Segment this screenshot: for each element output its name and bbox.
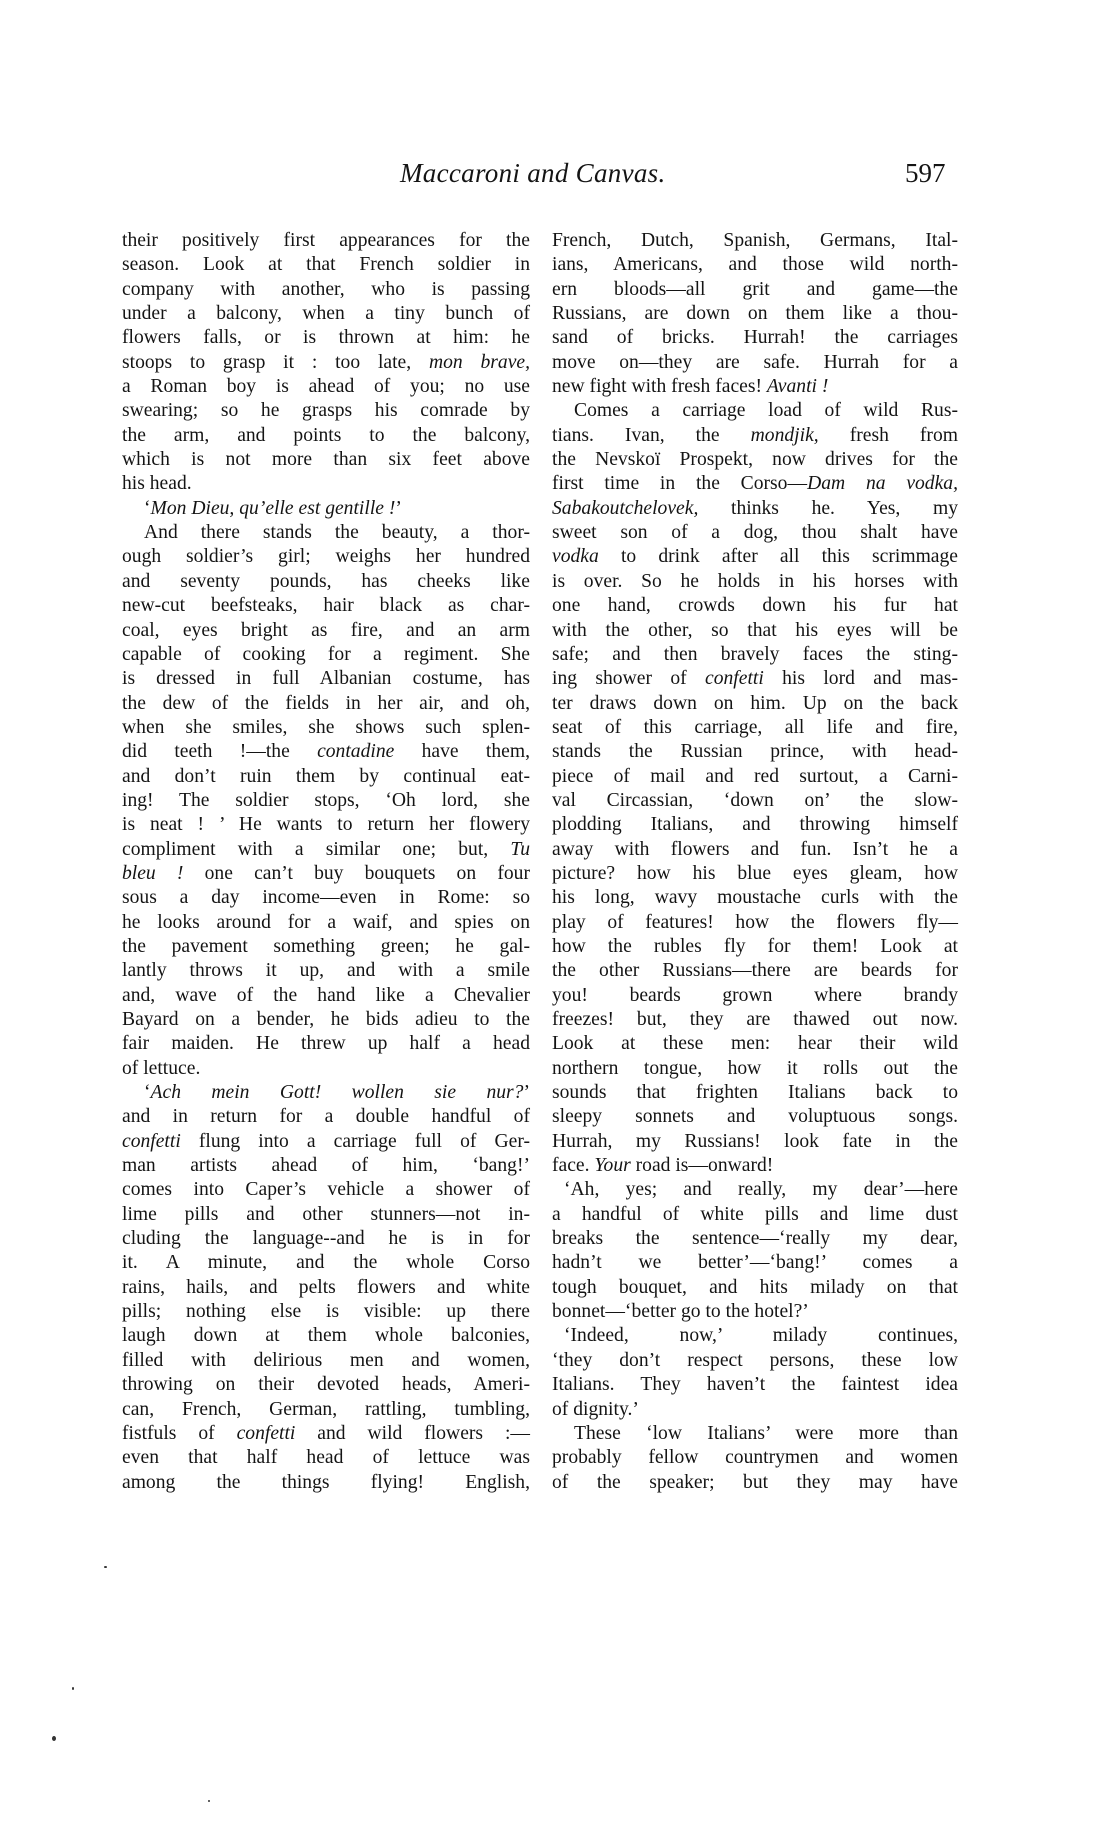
text-line: is neat ! ’ He wants to return her flowery — [122, 814, 530, 836]
text-line: the pavement something green; he gal- — [122, 935, 530, 957]
text-line: is dressed in full Albanian costume, has — [122, 668, 530, 690]
text-run: road is—onward! — [630, 1155, 774, 1177]
text-line: of the speaker; but they may have — [552, 1471, 958, 1493]
text-line: tough bouquet, and hits milady on that — [552, 1276, 958, 1298]
text-line — [122, 1081, 530, 1105]
text-line: lantly throws it up, and with a smile — [122, 960, 530, 982]
text-line: sounds that frighten Italians back to — [552, 1082, 958, 1104]
text-line: you! beards grown where brandy — [552, 984, 958, 1006]
text-line: freezes! but, they are thawed out now. — [552, 1009, 958, 1030]
text-line: a handful of white pills and lime dust — [552, 1203, 958, 1225]
text-line: comes into Caper’s vehicle a shower of — [122, 1179, 530, 1201]
text-line: which is not more than six feet above — [122, 449, 530, 471]
text-line: filled with delirious men and women, — [122, 1349, 530, 1371]
text-line: These ‘low Italians’ were more than — [574, 1422, 958, 1444]
text-run: fistfuls of — [122, 1422, 237, 1444]
text-run: ing shower of — [552, 668, 706, 690]
text-line: flowers falls, or is thrown at him: he — [122, 327, 530, 349]
text-line: rains, hails, and pelts flowers and white — [122, 1276, 530, 1298]
text-line: Look at these men: hear their wild — [552, 1033, 958, 1055]
text-line: hadn’t we better’—‘bang!’ comes a — [552, 1252, 958, 1274]
text-line — [552, 545, 958, 569]
text-run: stoops to grasp it : too late, — [122, 351, 429, 373]
text-line: away with flowers and fun. Isn’t he a — [552, 838, 958, 860]
text-line: of lettuce. — [122, 1057, 201, 1079]
text-line: picture? how his blue eyes gleam, how — [552, 862, 958, 884]
text-line — [552, 1154, 958, 1178]
text-line: ians, Americans, and those wild north- — [552, 254, 958, 276]
text-line: his head. — [122, 473, 192, 495]
text-run: ‘ — [144, 1082, 151, 1104]
text-line: even that half head of lettuce was — [122, 1447, 530, 1469]
text-line — [552, 375, 958, 399]
text-line: fair maiden. He threw up half a head — [122, 1033, 530, 1055]
italic-run: confetti — [122, 1130, 181, 1152]
italic-run: Sabakoutchelovek, — [552, 497, 699, 519]
italic-run: Ach mein Gott! wollen sie nur? — [150, 1082, 524, 1104]
text-line: when she smiles, she shows such splen- — [122, 716, 530, 738]
text-line: Hurrah, my Russians! look fate in the — [552, 1130, 958, 1152]
running-title: Maccaroni and Canvas. — [400, 158, 666, 188]
text-line: among the things flying! English, — [122, 1471, 530, 1493]
italic-run: Avanti ! — [766, 376, 829, 398]
text-run: fresh from — [818, 424, 958, 446]
text-line: a Roman boy is ahead of you; no use — [122, 376, 530, 398]
text-run: and wild flowers :— — [295, 1422, 530, 1444]
text-line: throwing on their devoted heads, Ameri- — [122, 1374, 530, 1396]
text-run: to drink after all this scrimmage — [598, 546, 958, 568]
text-run: compliment with a similar one; but, — [122, 838, 511, 860]
text-line: and in return for a double handful of — [122, 1106, 530, 1128]
text-line — [122, 351, 530, 375]
text-line: under a balcony, when a tiny bunch of — [122, 303, 530, 325]
text-line: company with another, who is passing — [122, 278, 530, 300]
page-number: 597 — [905, 158, 946, 188]
text-run: ‘ — [144, 497, 151, 519]
text-line: plodding Italians, and throwing himself — [552, 814, 958, 836]
text-run: his lord and mas- — [763, 668, 958, 690]
text-line: lime pills and other stunners—not in- — [122, 1203, 530, 1225]
italic-run: confetti — [236, 1422, 296, 1444]
italic-run: Mon Dieu, qu’elle est gentille ! — [150, 497, 396, 519]
text-line: can, French, German, rattling, tumbling, — [122, 1398, 530, 1420]
text-line — [122, 838, 530, 862]
text-line: season. Look at that French soldier in — [122, 254, 530, 276]
italic-run: mon brave, — [428, 351, 530, 373]
text-line: is over. So he holds in his horses with — [552, 570, 958, 592]
text-line: the Nevskoï Prospekt, now drives for the — [552, 449, 958, 471]
text-run: ’ — [523, 1082, 530, 1104]
text-line: swearing; so he grasps his comrade by — [122, 400, 530, 422]
text-line: one hand, crowds down his fur hat — [552, 595, 958, 617]
text-line: how the rubles fly for them! Look at — [552, 935, 958, 957]
italic-run: Your — [594, 1155, 631, 1177]
text-line: Comes a carriage load of wild Rus- — [574, 400, 958, 422]
text-line — [122, 740, 530, 764]
text-run: flung into a carriage full of Ger- — [180, 1130, 530, 1152]
text-line: he looks around for a waif, and spies on — [122, 911, 530, 933]
text-line — [122, 497, 530, 521]
text-line: of dignity.’ — [552, 1398, 639, 1420]
text-line: the arm, and points to the balcony, — [122, 424, 530, 446]
text-line: cluding the language--and he is in for — [122, 1228, 530, 1250]
text-line: his long, wavy moustache curls with the — [552, 887, 958, 909]
text-line: with the other, so that his eyes will be — [552, 619, 958, 641]
text-line: val Circassian, ‘down on’ the slow- — [552, 789, 958, 811]
text-run: new fight with fresh faces! — [552, 376, 767, 398]
text-line — [122, 862, 530, 886]
text-line: sand of bricks. Hurrah! the carriages — [552, 327, 958, 349]
text-run: first time in the Corso— — [552, 473, 808, 495]
text-line — [122, 1130, 530, 1154]
right-column — [552, 229, 958, 1495]
text-run: have them, — [394, 741, 530, 763]
text-line: the dew of the fields in her air, and oh, — [122, 692, 530, 714]
text-line: pills; nothing else is visible: up there — [122, 1301, 530, 1323]
left-column — [122, 229, 530, 1495]
scan-speck — [208, 1800, 210, 1802]
text-line: move on—they are safe. Hurrah for a — [552, 351, 958, 373]
text-line: bonnet—‘better go to the hotel?’ — [552, 1301, 809, 1323]
text-line: stands the Russian prince, with head- — [552, 741, 958, 763]
text-line: ‘Ah, yes; and really, my dear’—here — [564, 1179, 958, 1201]
text-line: and seventy pounds, has cheeks like — [122, 570, 530, 592]
text-line: ‘they don’t respect persons, these low — [552, 1349, 958, 1371]
text-line — [552, 424, 958, 448]
text-run: one can’t buy bouquets on four — [183, 862, 530, 884]
text-line: ‘Indeed, now,’ milady continues, — [564, 1325, 958, 1347]
text-line: And there stands the beauty, a thor- — [144, 522, 530, 544]
text-line — [122, 1422, 530, 1446]
text-line: probably fellow countrymen and women — [552, 1447, 958, 1469]
text-run: thinks he. Yes, my — [698, 497, 958, 519]
text-line: sweet son of a dog, thou shalt have — [552, 522, 958, 544]
italic-run: mondjik, — [750, 424, 819, 446]
italic-run: vodka — [552, 546, 599, 568]
text-line — [552, 497, 958, 521]
text-line: ern bloods—all grit and game—the — [552, 278, 958, 300]
text-line — [552, 472, 958, 496]
text-line: and don’t ruin them by continual eat- — [122, 765, 530, 787]
text-line: piece of mail and red surtout, a Carni- — [552, 765, 958, 787]
text-line — [552, 667, 958, 691]
text-run: did teeth !—the — [122, 741, 318, 763]
text-line: seat of this carriage, all life and fire, — [552, 716, 958, 738]
text-line: sleepy sonnets and voluptuous songs. — [552, 1106, 958, 1128]
text-line: ing! The soldier stops, ‘Oh lord, she — [122, 789, 530, 811]
scan-speck — [104, 1566, 107, 1568]
text-line: Russians, are down on them like a thou- — [552, 303, 958, 325]
text-line: breaks the sentence—‘really my dear, — [552, 1228, 958, 1250]
text-line: man artists ahead of him, ‘bang!’ — [122, 1155, 530, 1177]
text-line: laugh down at them whole balconies, — [122, 1325, 530, 1347]
text-line: play of features! how the flowers fly— — [552, 911, 958, 933]
text-run: face. — [552, 1155, 595, 1177]
text-line: the other Russians—there are beards for — [552, 960, 958, 982]
italic-run: confetti — [705, 668, 764, 690]
text-line: their positively first appearances for the — [122, 230, 530, 251]
text-line: safe; and then bravely faces the sting- — [552, 643, 958, 665]
text-line: French, Dutch, Spanish, Germans, Ital- — [552, 230, 958, 251]
italic-run: bleu ! — [122, 862, 184, 884]
text-line: northern tongue, how it rolls out the — [552, 1057, 958, 1079]
scan-speck — [52, 1736, 56, 1741]
text-line: Italians. They haven’t the faintest idea — [552, 1374, 958, 1396]
text-line: new-cut beefsteaks, hair black as char- — [122, 595, 530, 617]
italic-run: Tu — [510, 838, 530, 860]
text-line: Bayard on a bender, he bids adieu to the — [122, 1009, 530, 1030]
italic-run: contadine — [317, 741, 395, 763]
text-run: tians. Ivan, the — [552, 424, 751, 446]
text-line: and, wave of the hand like a Chevalier — [122, 984, 530, 1006]
italic-run: Dam na vodka, — [807, 473, 958, 495]
text-line: ough soldier’s girl; weighs her hundred — [122, 546, 530, 568]
text-line: sous a day income—even in Rome: so — [122, 887, 530, 909]
text-line: ter draws down on him. Up on the back — [552, 692, 958, 714]
text-line: it. A minute, and the whole Corso — [122, 1252, 530, 1274]
scan-speck — [72, 1687, 74, 1690]
running-head — [0, 158, 1120, 192]
text-line: capable of cooking for a regiment. She — [122, 643, 530, 665]
text-line: coal, eyes bright as fire, and an arm — [122, 619, 530, 641]
text-run: ’ — [395, 497, 402, 519]
